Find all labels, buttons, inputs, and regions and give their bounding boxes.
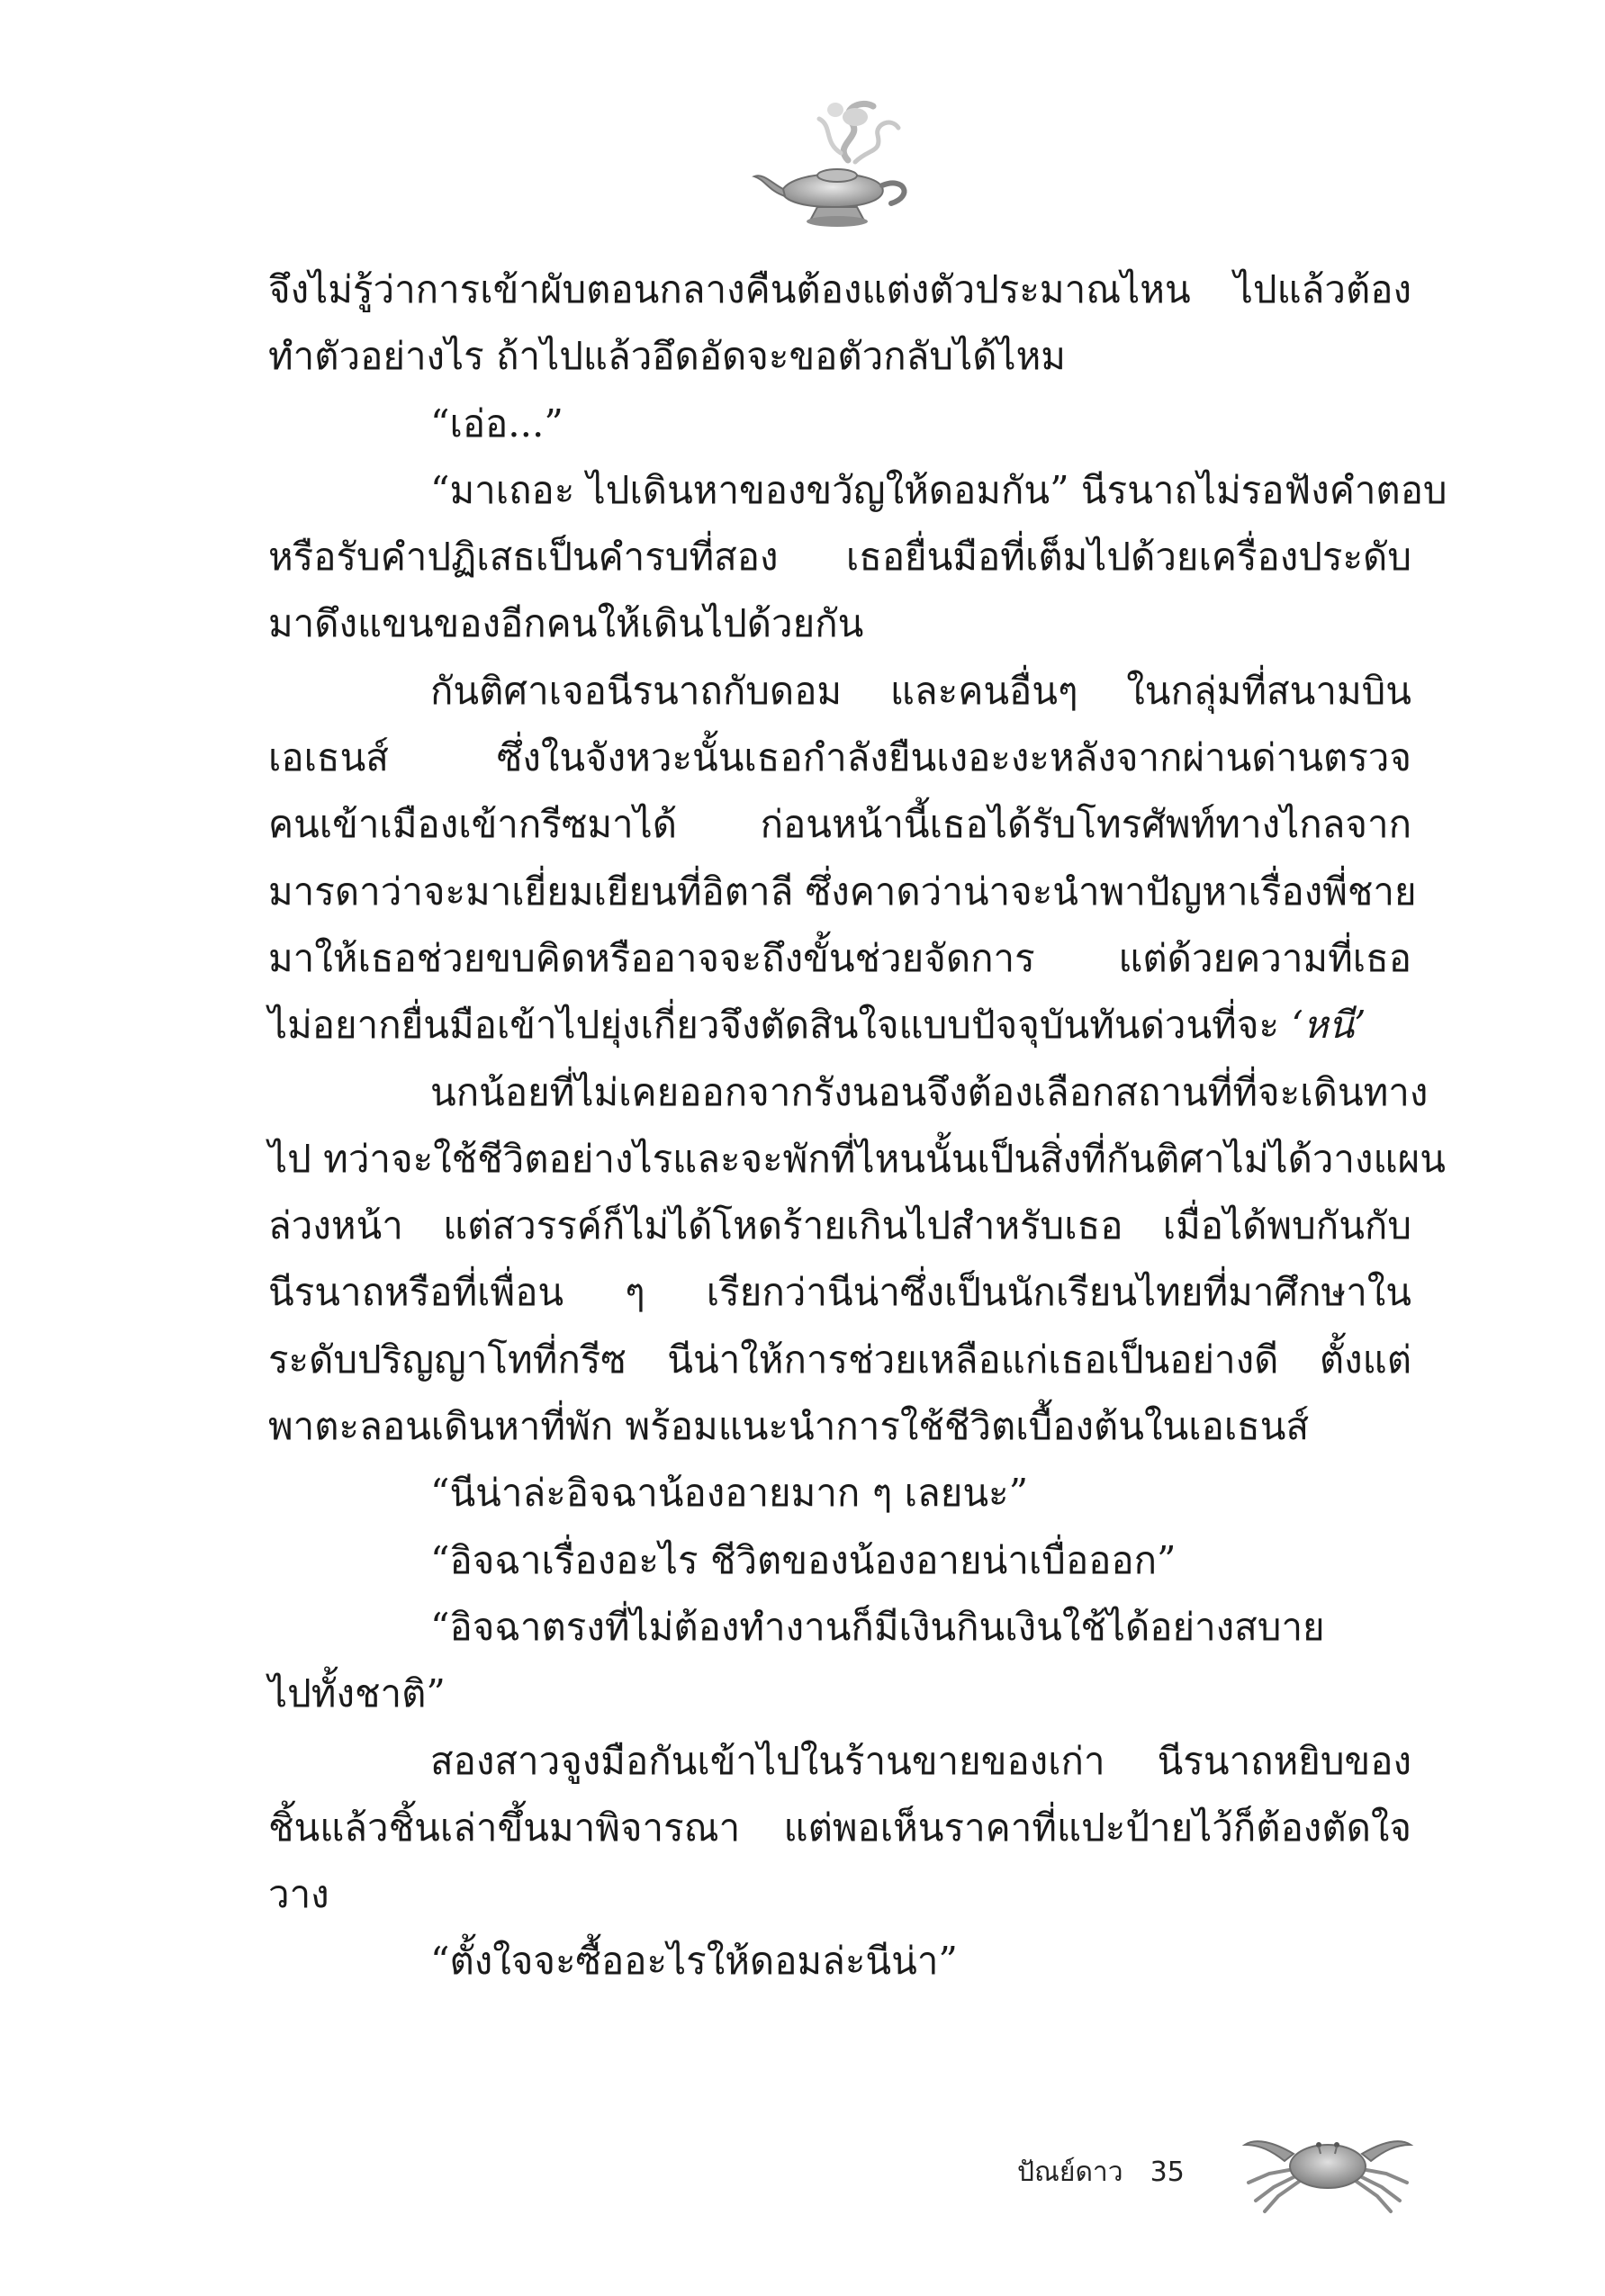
text-line: กันติศาเจอนีรนาถกับดอม และคนอื่นๆ ในกลุ่มที่สนามบิน [430, 668, 1411, 713]
text-line: “เอ่อ...” [430, 401, 564, 446]
text-line: หรือรับคำปฏิเสธเป็นคำรบที่สอง เธอยื่นมือที่เต็มไปด้วยเครื่องประดับ [268, 535, 1411, 580]
crab-icon [1238, 2111, 1418, 2219]
text-line: “นีน่าล่ะอิจฉาน้องอายมาก ๆ เลยนะ” [430, 1471, 1029, 1516]
text-line: ไปทั้งชาติ” [268, 1671, 446, 1716]
text-line: พาตะลอนเดินหาที่พัก พร้อมแนะนำการใช้ชีวิตเบื้องต้นในเอเธนส์ [268, 1404, 1310, 1449]
italic-word: ‘หนี’ [1291, 1003, 1366, 1048]
book-title: ปัณย์ดาว [1017, 2156, 1123, 2188]
text-line: นีรนาถหรือที่เพื่อน ๆ เรียกว่านีน่าซึ่งเป็นนักเรียนไทยที่มาศึกษาใน [268, 1270, 1411, 1315]
text-line-with-italic [268, 992, 1411, 1058]
text-line: “มาเถอะ ไปเดินหาของขวัญให้ดอมกัน” นีรนาถไม่รอฟังคำตอบ [430, 467, 1447, 512]
text-line: ไป ทว่าจะใช้ชีวิตอย่างไรและจะพักที่ไหนนั้นเป็นสิ่งที่กันติศาไม่ได้วางแผน [268, 1136, 1446, 1181]
page-number: 35 [1150, 2156, 1185, 2188]
text-line: จึงไม่รู้ว่าการเข้าผับตอนกลางคืนต้องแต่งตัวประมาณไหน ไปแล้วต้อง [268, 267, 1411, 311]
text-line: ทำตัวอย่างไร ถ้าไปแล้วอึดอัดจะขอตัวกลับได้ไหม [268, 334, 1066, 379]
page-footer [1017, 2140, 1185, 2203]
text-line: ล่วงหน้า แต่สวรรค์ก็ไม่ได้โหดร้ายเกินไปสำหรับเธอ เมื่อได้พบกันกับ [268, 1203, 1411, 1248]
text-line: คนเข้าเมืองเข้ากรีซมาได้ ก่อนหน้านี้เธอได้รับโทรศัพท์ทางไกลจาก [268, 802, 1411, 847]
text-segment: ไม่อยากยื่นมือเข้าไปยุ่งเกี่ยวจึงตัดสินใจแบบปัจจุบันทันด่วนที่จะ [268, 1003, 1280, 1048]
text-line: เอเธนส์ ซึ่งในจังหวะนั้นเธอกำลังยืนเงอะงะหลังจากผ่านด่านตรวจ [268, 735, 1411, 780]
text-line: นกน้อยที่ไม่เคยออกจากรังนอนจึงต้องเลือกสถานที่ที่จะเดินทาง [430, 1069, 1429, 1114]
body-text [268, 257, 1447, 1995]
text-line: ระดับปริญญาโทที่กรีซ นีน่าให้การช่วยเหลือแก่เธอเป็นอย่างดี ตั้งแต่ [268, 1337, 1411, 1382]
text-line: วาง [268, 1872, 329, 1917]
text-line: “อิจฉาเรื่องอะไร ชีวิตของน้องอายน่าเบื่อออก” [430, 1537, 1177, 1582]
text-line: มาให้เธอช่วยขบคิดหรืออาจจะถึงขั้นช่วยจัดการ แต่ด้วยความที่เธอ [268, 935, 1411, 980]
magic-lamp-icon [747, 90, 927, 234]
text-line: “ตั้งใจจะซื้ออะไรให้ดอมล่ะนีน่า” [430, 1939, 958, 1984]
text-line: มาดึงแขนของอีกคนให้เดินไปด้วยกัน [268, 601, 864, 646]
text-line: “อิจฉาตรงที่ไม่ต้องทำงานก็มีเงินกินเงินใช้ได้อย่างสบาย [430, 1604, 1325, 1649]
text-line: สองสาวจูงมือกันเข้าไปในร้านขายของเก่า นีรนาถหยิบของ [430, 1738, 1411, 1783]
text-line: มารดาว่าจะมาเยี่ยมเยียนที่อิตาลี ซึ่งคาดว่าน่าจะนำพาปัญหาเรื่องพี่ชาย [268, 869, 1417, 914]
text-line: ชิ้นแล้วชิ้นเล่าขึ้นมาพิจารณา แต่พอเห็นราคาที่แปะป้ายไว้ก็ต้องตัดใจ [268, 1805, 1411, 1850]
